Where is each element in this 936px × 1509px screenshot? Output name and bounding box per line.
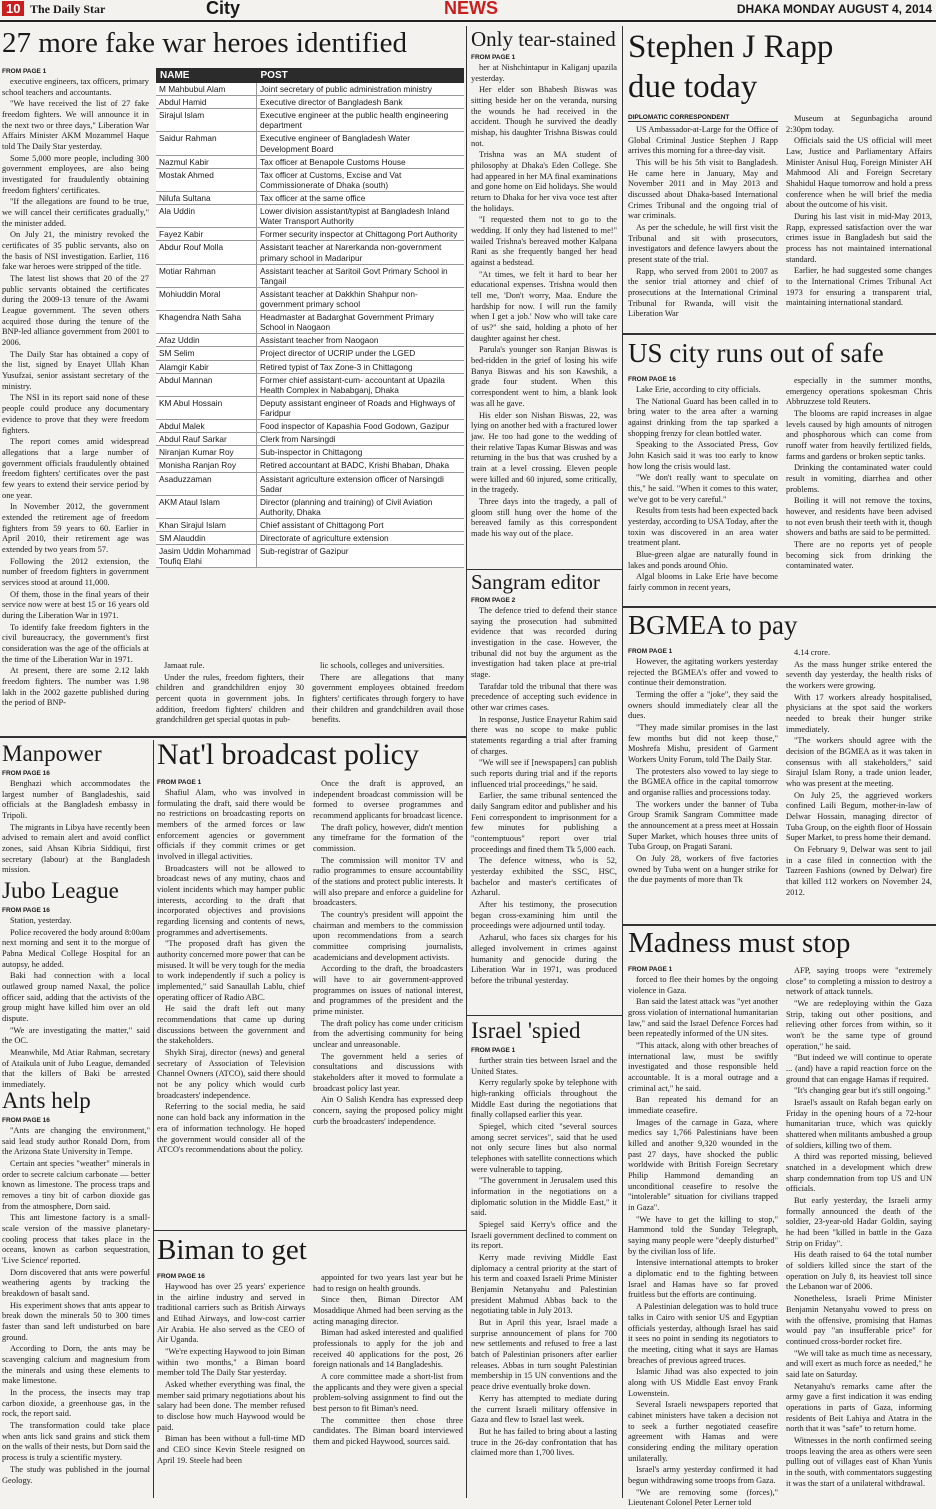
paragraph: The protesters also vowed to lay siege to the BGMEA office in the capital tomorrow and organise rallies and processions today. <box>628 766 778 798</box>
column-rule <box>153 740 154 1498</box>
ants-body <box>2 1117 150 1498</box>
jubo-headline: Jubo League <box>2 878 119 903</box>
paragraph: Station, yesterday. <box>10 916 72 925</box>
cell-post: Executive engineer of Bangladesh Water Development Board <box>257 132 465 155</box>
cell-post: Assistant teacher from Naogaon <box>257 334 465 347</box>
paragraph: The Daily Star has obtained a copy of the list, signed by Enayet Ullah Khan Yusufzai, senior assistant secretary of the ministry. <box>2 349 149 391</box>
paragraph: The blooms are rapid increases in algae levels caused by high amounts of nitrogen and phosphorous which can come from runoff water from heavily fertilized fields, farms and gardens or broken septic tanks. <box>786 409 932 461</box>
cell-post: Assistant teacher at Saritoil Govt Primary School in Tangail <box>257 264 465 287</box>
paragraph: The workers under the banner of Tuba Group Sramik Sangram Committee made the announcement at a press meet at Hossain Super Market, which houses three units of Tuba Group, on Pragati Sarani. <box>628 799 779 852</box>
cell-name: AKM Ataul Islam <box>156 495 257 518</box>
paragraph: Earlier, he had suggested some changes to the International Crimes Tribunal Act 1973 for ensuring a transparent trial, maintaining international standard. <box>786 266 932 308</box>
paragraph: Nonetheless, Israeli Prime Minister Benjamin Netanyahu vowed to press on with the offensive, promising that Hamas would pay "an insufferable price" for continued cross-border rocket fire. <box>786 1294 932 1346</box>
paragraph: Israel's army yesterday confirmed it had begun withdrawing some troops from Gaza. <box>628 1465 778 1485</box>
table-row <box>156 168 464 191</box>
paragraph: Netanyahu's remarks came after the army gave a first indication it was ending operations in parts of Gaza, informing residents of Beit Lahiya and Atatra in the north that it was "safe" to return home. <box>786 1381 932 1434</box>
paragraph: further strain ties between Israel and the United States. <box>471 1056 617 1076</box>
cell-post: Assistant teacher at Narerkanda non-government primary school in Madaripur <box>257 241 465 264</box>
from-page-label: FROM PAGE 16 <box>2 1117 50 1124</box>
paragraph: But he has failed to bring about a lasting truce in the 26-day confrontation that has claimed more than 1,700 lives. <box>471 1426 617 1458</box>
cell-post: Joint secretary of public administration ministry <box>257 83 465 96</box>
paragraph: lic schools, colleges and universities. <box>320 661 445 670</box>
cell-name: Saidur Rahman <box>156 132 257 155</box>
war-heroes-col2 <box>156 661 304 731</box>
from-page-label: FROM PAGE 1 <box>157 779 202 786</box>
cell-name: KM Abul Hossain <box>156 396 257 419</box>
paragraph: With 17 workers already hospitalised, physicians at the spot said the workers needed to break their hunger strike immediately. <box>786 692 932 734</box>
cell-post: Former security inspector at Chittagong Port Authority <box>257 228 465 241</box>
paragraph: There are allegations that many government employees obtained freedom fighters' certificates through forgery to have their children and grandchildren avail those benefits. <box>312 672 464 725</box>
paragraph: "We have received the list of 27 fake freedom fighters. We will announce it in the next two or three days," Liberation War Affairs Minister AKM Mozammel Haque told The Daily Star yesterday. <box>2 99 149 152</box>
paragraph: He said the draft left out many recommendations that came up during discussions between the government and the stakeholders. <box>157 1004 305 1046</box>
table-row <box>156 446 464 459</box>
cell-post: Executive engineer at the public health engineering department <box>257 109 465 132</box>
paragraph: Three days into the tragedy, a pall of gloom still hung over the home of the bereaved family as this correspondent made his way out of the place. <box>471 496 617 538</box>
paragraph: Azharul, who faces six charges for his alleged involvement in crimes against humanity and genocide during the Liberation War in 1971, was produced before the tribunal yesterday. <box>471 933 617 985</box>
paragraph: As the mass hunger strike entered the seventh day yesterday, the health risks of the workers were growing. <box>786 659 932 691</box>
paragraph: forced to flee their homes by the ongoing violence in Gaza. <box>628 975 778 995</box>
paragraph: Rapp, who served from 2001 to 2007 as the senior trial attorney and chief of prosecutions at the International Criminal Tribunal for Rwanda, will visit the Liberation War <box>628 266 778 319</box>
paragraph: "We are investigating the matter," said the OC. <box>2 1025 150 1046</box>
paragraph: "The proposed draft has given the authority concerned more power that can be misused. It will be very tough for the media to work independently if such a policy is implemented," said Sanaullah Lablu, chief operating officer of Radio ABC. <box>157 939 305 1002</box>
section-news: NEWS <box>444 0 498 18</box>
table-row <box>156 347 464 360</box>
paragraph: The defence tried to defend their stance saying the prosecution had submitted evidence that was recorded during investigation in the case. However, the tribunal did not buy the argument as the investigation had taken place at pre-trial stage. <box>471 606 617 680</box>
cell-name: Jasim Uddin Mohammad Toufiq Elahi <box>156 545 257 568</box>
from-page-label: FROM PAGE 1 <box>471 1047 516 1054</box>
from-page-label: FROM PAGE 1 <box>628 966 673 973</box>
paragraph: "We have to get the killing to stop," Hammond told the Sunday Telegraph, saying many people were "deeply disturbed" by the civilian loss of life. <box>628 1214 778 1256</box>
table-row <box>156 264 464 287</box>
paragraph: Biman has been without a full-time MD and CEO since Kevin Steele resigned on April 19. Steele had been <box>157 1434 305 1465</box>
paragraph: Terming the offer a "joke", they said the owners should immediately clear all the dues. <box>628 690 778 721</box>
paragraph: "I requested them not to go to the wedding. If only they had listened to me!" wailed Trishna's bereaved mother Kalpana Rani as she frequently banged her head against a bedstead. <box>471 215 617 268</box>
table-header-name: NAME <box>156 68 257 83</box>
cell-post: Sub-inspector in Chittagong <box>257 446 465 459</box>
paragraph: Kerry has attempted to mediate during the current Israeli military offensive in Gaza and flew to Israel last week. <box>471 1393 617 1425</box>
paragraph: Spiegel said Kerry's office and the Israeli government declined to comment on its report. <box>471 1220 617 1251</box>
tear-headline: Only tear-stained <box>471 27 616 51</box>
table-row <box>156 373 464 396</box>
table-row <box>156 109 464 132</box>
ants-headline: Ants help <box>2 1088 91 1113</box>
rapp-headline-1: Stephen J Rapp <box>628 29 834 65</box>
paragraph: On July 25, the aggrieved workers confined Laili Begum, mother-in-law of Delwar Hossain, managing director of Tuba Group, on the eighth floor of Hossain Super Market, to press home their demand. <box>786 790 932 843</box>
column-rule <box>466 26 467 1498</box>
paragraph: His elder son Nishan Biswas, 22, was lying on another bed with a fractured lower jaw. He too had gone to the wedding of their relative Tapas Kumar Biswas and was returning in the bus that was crushed by a train at a level crossing. Eleven people were killed and 60 injured, some critically, in the tragedy. <box>471 410 617 495</box>
paragraph: The commission will monitor TV and radio programmes to ensure accountability of the stations and protect public interests. It will also prepare and enforce a guideline for broadcasters. <box>313 855 463 908</box>
section-rule <box>0 736 466 738</box>
from-page-label: FROM PAGE 1 <box>471 54 516 61</box>
paragraph: especially in the summer months, emergency operations spokesman Chris Abbruzzese told Reuters. <box>786 376 932 407</box>
paragraph: In response, Justice Enayetur Rahim said there was no scope to make public statements regarding a trial after framing of charges. <box>471 714 617 756</box>
paragraph: In the process, the insects may trap carbon dioxide, a greenhouse gas, in the rock, the report said. <box>2 1388 150 1419</box>
paragraph: "We are removing some (forces)," Lieutenant Colonel Peter Lerner told <box>628 1487 778 1508</box>
table-header-post: POST <box>257 68 465 83</box>
madness-col1 <box>628 966 778 1508</box>
madness-col2 <box>786 966 932 1498</box>
fake-heroes-table <box>156 68 464 568</box>
paragraph: her at Nishchintapur in Kaliganj upazila yesterday. <box>471 63 617 83</box>
paragraph: Kerry regularly spoke by telephone with high-ranking officials throughout the Middle East during the negotiations that finally collapsed earlier this year. <box>471 1078 617 1120</box>
section-rule <box>623 333 936 335</box>
table-row <box>156 311 464 334</box>
paragraph: In November 2012, the government extended the retirement age of freedom fighters from 59 years to 60. Earlier in April 2010, their retirement age was extended by two years from 57. <box>2 502 149 554</box>
cell-name: Mohiuddin Moral <box>156 287 257 310</box>
cell-post: Chief assistant of Chittagong Port <box>257 518 465 531</box>
section-rule <box>154 1230 466 1231</box>
paragraph: Islamic Jihad was also expected to join along with US Middle East envoy Frank Lowenstein. <box>628 1367 778 1398</box>
cell-post: Food inspector of Kapashia Food Godown, Gazipur <box>257 420 465 433</box>
cell-post: Sub-registrar of Gazipur <box>257 545 465 568</box>
war-heroes-col3 <box>312 661 464 731</box>
paragraph: Meanwhile, Md Atiar Rahman, secretary of Ataikula unit of Jubo League, demanded that the killers of Baki be arrested immediately. <box>2 1048 150 1090</box>
table-row <box>156 241 464 264</box>
table-row <box>156 83 464 96</box>
paragraph: "But indeed we will continue to operate ... (and) have a rapid reaction force on the ground that can engage Hamas if required. <box>786 1053 932 1084</box>
uscity-headline: US city runs out of safe <box>628 338 884 368</box>
paragraph: Biman had asked interested and qualified professionals to apply for the job and received 40 applications for the post, 26 foreign nationals and 14 Bangladeshis. <box>313 1328 463 1370</box>
from-page-label: FROM PAGE 16 <box>2 907 50 914</box>
war-heroes-col1 <box>2 68 149 728</box>
cell-name: Ala Uddin <box>156 205 257 228</box>
paragraph: Ban repeated his demand for an immediate ceasefire. <box>628 1095 778 1116</box>
paragraph: Jamaat rule. <box>164 661 205 670</box>
section-name: City <box>206 0 241 18</box>
paragraph: Haywood has over 25 years' experience in the airline industry and served in traditional carriers such as British Airways and Etihad Airways, and low-cost carrier Air Arabia. He also served as the CEO of Air Uganda. <box>157 1282 305 1345</box>
paragraph: The NSI in its report said none of these people could produce any documentary evidence to prove that they were freedom fighters. <box>2 393 149 435</box>
cell-name: Niranjan Kumar Roy <box>156 446 257 459</box>
paragraph: According to Dorn, the ants may be scavenging calcium and magnesium from the minerals and using these elements to make limestone. <box>2 1344 150 1386</box>
table-row <box>156 396 464 419</box>
paragraph: Asked whether everything was final, the member said primary negotiations about his salary had been done. The member refused to disclose how much Haywood would be paid. <box>157 1380 305 1432</box>
cell-name: Khagendra Nath Saha <box>156 311 257 334</box>
paper-name: The Daily Star <box>30 2 106 16</box>
paragraph: Broadcasters will not be allowed to broadcast news of any mutiny, chaos and violent incidents which may hamper public interests, according to the draft that incorporated objectives and provisions regarding licensing and contents of news, programmes and advertisements. <box>157 863 305 937</box>
table-row <box>156 155 464 168</box>
bgmea-col2 <box>786 648 932 924</box>
paragraph: Once the draft is approved, an independent broadcast commission will be formed to oversee programmes and recommend applicants for broadcast licence. <box>313 779 463 821</box>
paragraph: Blue-green algae are naturally found in lakes and ponds around Ohio. <box>628 550 778 570</box>
paragraph: "They made similar promises in the last few months but did not keep those," Moshrefa Mishu, president of Garment Workers Unity Forum, told The Daily Star. <box>628 723 778 765</box>
cell-name: Nilufa Sultana <box>156 191 257 204</box>
table-row <box>156 420 464 433</box>
paragraph: According to the draft, the broadcasters will have to air government-approved programmes on issues of national interest, and programmes of the president and the prime minister. <box>313 964 463 1017</box>
paragraph: Dorn discovered that ants were powerful weathering agents by tracking the breakdown of basalt sand. <box>2 1267 150 1299</box>
cell-post: Lower division assistant/typist at Bangladesh Inland Water Transport Authority <box>257 205 465 228</box>
paragraph: This will be his 5th visit to Bangladesh. He came here in January, May and November 2011 and in May 2013 and discussed about Dhaka-based International Crimes Tribunal and the ongoing trial of war criminals. <box>628 158 778 221</box>
table-row <box>156 191 464 204</box>
from-page-label: FROM PAGE 16 <box>157 1273 205 1280</box>
cell-name: SM Alauddin <box>156 532 257 545</box>
paragraph: "We will see if [newspapers] can publish such reports during trial and if the reports influenced trial proceedings," he said. <box>471 758 617 789</box>
table-row <box>156 518 464 531</box>
biman-col2 <box>313 1273 463 1498</box>
paragraph: "We don't really want to speculate on this," he said. "When it comes to this water, we've got to be very careful." <box>628 473 778 504</box>
table-row <box>156 205 464 228</box>
paragraph: Shykh Siraj, director (news) and general secretary of Association of Television Channel Owners (ATCO), said there should not be any policy which would curb broadcasters' independence. <box>157 1048 305 1100</box>
paragraph: Tarafdar told the tribunal that there was precedence of accepting such evidence in other war crimes cases. <box>471 681 617 713</box>
from-page-label: FROM PAGE 16 <box>2 770 50 777</box>
table-row <box>156 360 464 373</box>
paragraph: Benghazi which accommodates the largest number of Bangladeshis, said officials at the Bangladesh embassy in Tripoli. <box>2 779 150 821</box>
madness-headline: Madness must stop <box>628 927 851 959</box>
paragraph: Algal blooms in Lake Erie have become fairly common in recent years, <box>628 572 778 593</box>
cell-post: Assistant teacher at Dakkhin Shahpur non-government primary school <box>257 287 465 310</box>
sangram-headline: Sangram editor <box>471 570 600 594</box>
cell-post: Headmaster at Badarghat Government Primary School in Naogaon <box>257 311 465 334</box>
paragraph: Witnesses in the north confirmed seeing troops leaving the area as others were seen pulling out of villages east of Khan Yunis in the south, with commentators suggesting it was the start of a unilateral withdrawal. <box>786 1435 932 1488</box>
paragraph: The latest list shows that 20 of the 27 public servants obtained the certificates during the 2009-13 tenure of the Awami League government. The seven others acquired those during the tenure of the BNP-led alliance government from 2001 to 2006. <box>2 274 149 348</box>
cell-post: Executive director of Bangladesh Bank <box>257 96 465 109</box>
broadcast-col1 <box>157 779 305 1225</box>
table-row <box>156 96 464 109</box>
paragraph: Earlier, the same tribunal sentenced the daily Sangram editor and publisher and his Feni correspondent to imprisonment for a few minutes for publishing a "contemptuous" report over trial proceedings and fined them Tk 5,000 each. <box>471 791 617 854</box>
israel-body <box>471 1047 617 1497</box>
cell-name: Abdul Rauf Sarkar <box>156 433 257 446</box>
paragraph: Museum at Segunbagicha around 2:30pm today. <box>786 114 932 134</box>
paragraph: Kerry made reviving Middle East diplomacy a central priority at the start of his term and coaxed Israeli Prime Minister Benjamin Netanyahu and Palestinian president Mahmud Abbas back to the negotiating table in July 2013. <box>471 1253 617 1316</box>
paragraph: Trishna was an MA student of philosophy at Dhaka's Eden College. She had appeared in her MA final examinations and gone home on Eid holidays. She would return to Dhaka for her viva voce test after the holidays. <box>471 150 617 213</box>
paragraph: "We will take as much time as necessary, and will exert as much force as needed," he said late on Saturday. <box>786 1348 932 1379</box>
paragraph: But early yesterday, the Israeli army formally announced the death of the soldier, 23-year-old Hadar Goldin, saying he had been "killed in battle in the Gaza Strip on Friday". <box>786 1196 932 1248</box>
page-number: 10 <box>2 1 24 16</box>
section-rule <box>467 1015 622 1016</box>
paragraph: Under the rules, freedom fighters, their children and grandchildren enjoy 30 percent quota in government jobs. In addition, freedom fighters' children and grandchildren get special quotas in pub- <box>156 672 304 725</box>
paragraph: "We're expecting Haywood to join Biman within two months," a Biman board member told The Daily Star yesterday. <box>157 1347 305 1378</box>
cell-name: Mostak Ahmed <box>156 168 257 191</box>
paragraph: Spiegel, which cited "several sources among secret services", said that he used not only secure lines but also normal telephones with satellite connections which were vulnerable to tapping. <box>471 1122 617 1174</box>
paragraph: Her elder son Bhabesh Biswas was sitting beside her on the veranda, nursing the wounds he had received in the accident. Though he survived the deadly mishap, his daughter Trishna Biswas could not. <box>471 85 617 148</box>
paragraph: Drinking the contaminated water could result in vomiting, diarrhea and other problems. <box>786 463 932 494</box>
paragraph: To identify fake freedom fighters in the civil bureaucracy, the government's first consideration was the age of the officials at the time of the Liberation War in 1971. <box>2 622 149 664</box>
paragraph: "The workers should agree with the decision of the BGMEA as it was taken in consensus with all stakeholders," said Sirajul Islam Rony, a trade union leader, who was present at the meeting. <box>786 736 932 789</box>
cell-name: Monisha Ranjan Roy <box>156 459 257 472</box>
paragraph: A core committee made a short-list from the applicants and they were given a special problem-solving assignment to find out the best person to fit Biman's need. <box>313 1372 463 1414</box>
paragraph: Intensive international attempts to broker a diplomatic end to the fighting between Israel and Hamas have so far proved fruitless but the efforts are continuing. <box>628 1258 778 1300</box>
cell-post: Tax officer at Benapole Customs House <box>257 155 465 168</box>
cell-post: Assistant agriculture extension officer of Narsingdi Sadar <box>257 472 465 495</box>
paragraph: Of them, those in the final years of their service now were at best 15 or 16 years old during the Liberation War in 1971. <box>2 589 149 620</box>
paragraph: Shafiul Alam, who was involved in formulating the draft, said there would be no restrictions on broadcasting reports on members of the armed forces or law enforcement agencies or government officials if they commit crimes or get involved in illegal activities. <box>157 788 305 862</box>
paragraph: The draft policy, however, didn't mention any timeframe for the formation of the commission. <box>313 822 463 854</box>
table-row <box>156 433 464 446</box>
paragraph: The report comes amid widespread allegations that a large number of government officials fraudulently obtained freedom fighters' certificates over the past few years to extend their service period by one year. <box>2 437 149 500</box>
biman-col1 <box>157 1273 305 1498</box>
manpower-body <box>2 770 150 876</box>
paragraph: "It's changing gear but it's still ongoing." <box>794 1086 931 1096</box>
paragraph: Following the 2012 extension, the number of freedom fighters in government services stood at around 11,000. <box>2 556 149 587</box>
cell-name: Fayez Kabir <box>156 228 257 241</box>
manpower-headline: Manpower <box>2 741 102 766</box>
cell-post: Tax officer at Customs, Excise and Vat Commissionerate of Dhaka (south) <box>257 168 465 191</box>
bgmea-headline: BGMEA to pay <box>628 610 798 640</box>
war-heroes-headline: 27 more fake war heroes identified <box>2 27 408 59</box>
paragraph: The draft policy has come under criticism from the advertising community for being unclear and unreasonable. <box>313 1018 463 1050</box>
biman-headline: Biman to get <box>157 1234 307 1266</box>
rapp-headline-2: due today <box>628 69 758 105</box>
from-page-label: FROM PAGE 16 <box>628 376 676 383</box>
table-row <box>156 132 464 155</box>
paragraph: Officials said the US official will meet Law, Justice and Parliamentary Affairs Minister Anisul Huq, Foreign Minister AH Mahmood Ali and Foreign Secretary Shahidul Haque tomorrow and hold a press conference when he will brief the media about the outcome of his visit. <box>786 136 932 210</box>
paragraph: However, the agitating workers yesterday rejected the BGMEA's offer and vowed to continue their demonstration. <box>628 657 778 688</box>
table-row <box>156 472 464 495</box>
table-row <box>156 334 464 347</box>
paragraph: Referring to the social media, he said none can hold back any information in the era of information technology. He hoped the government would consider all of the ATCO's recommendations about the policy. <box>157 1102 305 1155</box>
paragraph: The National Guard has been called in to bring water to the area after a warning against drinking from the tap sparked a shopping frenzy for clean bottled water. <box>628 396 778 438</box>
paragraph: "This attack, along with other breaches of international law, must be swiftly investigated and those responsible held accountable. It is a moral outrage and a criminal act," he said. <box>628 1041 778 1093</box>
paragraph: The country's president will appoint the chairman and members to the commission upon recommendations from a search committee comprising journalists, academicians and development activists. <box>313 910 463 962</box>
table-row <box>156 287 464 310</box>
paragraph: "Ants are changing the environment," said lead study author Ronald Dorn, from the Arizona State University in Tempe. <box>2 1126 150 1157</box>
paragraph: On July 21, the ministry revoked the certificates of 35 public servants, also on the basis of NSI investigation. Earlier, 116 fake war heroes were stripped of the title. <box>2 230 149 272</box>
from-page-label: FROM PAGE 1 <box>2 68 47 75</box>
paragraph: Boiling it will not remove the toxins, however, and residents have been advised to not even brush their teeth with it, though showers and baths are said to be permitted. <box>786 496 932 538</box>
broadcast-headline: Nat'l broadcast policy <box>157 738 419 771</box>
paragraph: A Palestinian delegation was to hold truce talks in Cairo with senior US and Egyptian officials yesterday, although Israel has said it sees no point in sending its negotiators to the meeting, citing what it says are Hamas breaches of previous agreed truces. <box>628 1302 778 1365</box>
paragraph: Since then, Biman Director AM Mosaddique Ahmed had been serving as the acting managing director. <box>313 1295 463 1326</box>
cell-post: Directorate of agriculture extension <box>257 532 465 545</box>
from-page-label: FROM PAGE 2 <box>471 597 516 604</box>
paragraph: On July 28, workers of five factories owned by Tuba went on a hunger strike for the due payments of more than Tk <box>628 854 778 885</box>
bgmea-col1 <box>628 648 778 924</box>
paragraph: The defence witness, who is 52, yesterday exhibited the SSC, HSC, bachelor and master's certificates of Azharul. <box>471 856 617 898</box>
table-row <box>156 532 464 545</box>
section-rule <box>623 606 936 608</box>
paragraph: AFP, saying troops were "extremely close" to completing a mission to destroy a network of attack tunnels. <box>786 966 932 997</box>
paragraph: Certain ant species "weather" minerals in order to secrete calcium carbonate — better known as limestone. The process traps and removes a tiny bit of carbon dioxide gas from the atmosphere, Dorn said. <box>2 1159 150 1211</box>
israel-headline: Israel 'spied <box>471 1018 581 1043</box>
paragraph: This ant limestone factory is a small-scale version of the massive planetary-cooling process that takes place in the oceans, known as carbon sequestration, 'Live Science' reported. <box>2 1213 150 1266</box>
masthead <box>0 0 936 22</box>
cell-name: Sirajul Islam <box>156 109 257 132</box>
table-row <box>156 228 464 241</box>
paragraph: The migrants in Libya have recently been advised to remain alert and avoid conflict zones, said Ahsan Kibria Siddiqui, first secretary (labour) at the Bangladesh mission. <box>2 822 150 875</box>
column-rule <box>622 26 623 1498</box>
cell-name: Abdul Malek <box>156 420 257 433</box>
paragraph: At present, there are some 2.12 lakh freedom fighters. The number was 1.98 lakh in the 2002 gazette published during the period of BNP- <box>2 666 149 708</box>
paragraph: US Ambassador-at-Large for the Office of Global Criminal Justice Stephen J Rapp arrives this morning for a three-day visit. <box>628 125 778 156</box>
paragraph: After his testimony, the prosecution began cross-examining him until the proceedings were adjourned until today. <box>471 900 617 931</box>
paragraph: "If the allegations are found to be true, we will cancel their certificates gradually," the minister added. <box>2 197 149 228</box>
cell-name: Afaz Uddin <box>156 334 257 347</box>
cell-post: Retired typist of Tax Zone-3 in Chittagong <box>257 360 465 373</box>
rapp-col2 <box>786 114 932 326</box>
cell-name: Abdul Hamid <box>156 96 257 109</box>
table-row <box>156 545 464 568</box>
paragraph: His experiment shows that ants appear to break down the minerals 50 to 300 times faster than sand left undisturbed on bare ground. <box>2 1300 150 1342</box>
paragraph: Some 5,000 more people, including 300 government employees, are also being investigated for fraudulently obtaining freedom fighters' certificates. <box>2 153 149 195</box>
paragraph: Lake Erie, according to city officials. <box>636 385 761 394</box>
table-row <box>156 459 464 472</box>
paragraph: There are no reports yet of people becoming sick from drinking the contaminated water. <box>786 540 932 571</box>
paragraph: Ban said the latest attack was "yet another gross violation of international humanitarian law," and said the Israel Defence Forces had been repeatedly informed of the UN sites. <box>628 997 778 1039</box>
paragraph: The committee then chose three candidates. The Biman board interviewed them and picked Haywood, sources said. <box>313 1415 463 1447</box>
table-row <box>156 495 464 518</box>
paragraph: Baki had connection with a local outlawed group named Naxal, the police officer said, adding that the activists of the group might have killed him over an old dispute. <box>2 971 150 1024</box>
paragraph: Parula's younger son Ranjan Biswas is bed-ridden in the grief of losing his wife Banya Biswas and his son Kawshik, a grade four student. When this correspondent went to him, a blank look was all he gave. <box>471 345 617 408</box>
cell-post: Clerk from Narsingdi <box>257 433 465 446</box>
paragraph: His death raised to 64 the total number of soldiers killed since the start of the operation on July 8, its heaviest toll since the Lebanon war of 2006. <box>786 1250 932 1292</box>
from-page-label: FROM PAGE 1 <box>628 648 673 655</box>
cell-post: Project director of UCRIP under the LGED <box>257 347 465 360</box>
cell-name: Khan Sirajul Islam <box>156 518 257 531</box>
paragraph: Images of the carnage in Gaza, where medics say 1,766 Palestinians have been killed and another 9,320 wounded in the past 27 days, have shocked the public worldwide with British Foreign Secretary Philip Hammond demanding an unconditional ceasefire to resolve the "intolerable" situation for civilians trapped in Gaza". <box>628 1117 778 1213</box>
dateline: DHAKA MONDAY AUGUST 4, 2014 <box>736 2 932 16</box>
cell-name: Alamgir Kabir <box>156 360 257 373</box>
cell-name: Motiar Rahman <box>156 264 257 287</box>
paragraph: The government held a series of consultations and discussions with stakeholders after it moved to formulate a broadcast policy last year. <box>313 1051 463 1093</box>
cell-name: M Mahbubul Alam <box>156 83 257 96</box>
paragraph: appointed for two years last year but he had to resign on health grounds. <box>313 1273 463 1293</box>
paragraph: Ain O Salish Kendra has expressed deep concern, saying the proposed policy might curb the broadcasters' independence. <box>313 1095 463 1126</box>
paragraph: Israel's assault on Rafah began early on Friday in the opening hours of a 72-hour humanitarian truce, which was quickly shattered when militants ambushed a group of soldiers, killing two of them. <box>786 1098 932 1150</box>
section-rule <box>467 569 622 570</box>
cell-name: Nazmul Kabir <box>156 155 257 168</box>
paragraph: The study was published in the journal Geology. <box>2 1464 150 1485</box>
cell-name: Abdul Mannan <box>156 373 257 396</box>
cell-post: Director (planning and training) of Civil Aviation Authority, Dhaka <box>257 495 465 518</box>
paragraph: "At times, we felt it hard to bear her educational expenses. Trishna would then tell me, 'Don't worry, Maa. Endure the hardship for now. I will run the family when I get a job.' Now who will take care of us?" she said, holding a photo of her daughter against her chest. <box>471 269 617 343</box>
paragraph: As per the schedule, he will first visit the Tribunal and sit with prosecutors, investigators and defence lawyers about the present state of the trial. <box>628 223 778 265</box>
paragraph: Police recovered the body around 8:00am next morning and sent it to the morgue of Pabna Medical College Hospital for an autopsy, he added. <box>2 927 150 969</box>
cell-post: Retired accountant at BADC, Krishi Bhaban, Dhaka <box>257 459 465 472</box>
paragraph: executive engineers, tax officers, primary school teachers and accountants. <box>2 77 149 97</box>
tear-body <box>471 54 617 568</box>
paragraph: A third was reported missing, believed snatched in a development which drew sharp condemnation from top US and UN officials. <box>786 1152 932 1194</box>
cell-post: Tax officer at the same office <box>257 191 465 204</box>
paragraph: Several Israeli newspapers reported that cabinet ministers have taken a decision not to seek a further negotiated ceasefire agreement with Hamas and were considering ending the military operation unilaterally. <box>628 1400 778 1463</box>
uscity-col2 <box>786 376 932 602</box>
cell-post: Former chief assistant-cum- accountant at Upazila Health Complex in Nababganj, Dhaka <box>257 373 465 396</box>
jubo-body <box>2 907 150 1090</box>
paragraph: The transformation could take place when ants lick sand grains and stick them on the walls of their nests, but Dorn said the process is truly a scientific mystery. <box>2 1421 150 1463</box>
cell-post: Deputy assistant engineer of Roads and Highways of Faridpur <box>257 396 465 419</box>
rapp-col1 <box>628 114 778 326</box>
paragraph: "We are redeploying within the Gaza Strip, taking out other positions, and relieving other forces from within, so it won't be the same type of ground operation," he said. <box>786 999 932 1051</box>
cell-name: SM Selim <box>156 347 257 360</box>
cell-name: Abdur Rouf Molla <box>156 241 257 264</box>
paragraph: "The government in Jerusalem used this information in the negotiations on a diplomatic solution in the Middle East," it said. <box>471 1176 617 1218</box>
broadcast-col2 <box>313 779 463 1225</box>
paragraph: During his last visit in mid-May 2013, Rapp, expressed satisfaction over the war crimes issue in Bangladesh but said the process has not maintained international standard. <box>786 212 932 264</box>
paragraph: But in April this year, Israel made a surprise announcement of plans for 700 new settlements and refused to free a last batch of Palestinian prisoners after earlier releases. Abbas in turn sought Palestinian membership in 15 UN conventions and the peace drive eventually broke down. <box>471 1318 617 1392</box>
cell-name: Asaduzzaman <box>156 472 257 495</box>
sangram-body <box>471 597 617 1017</box>
byline: DIPLOMATIC CORRESPONDENT <box>628 114 778 122</box>
uscity-col1 <box>628 376 778 602</box>
paragraph: Results from tests had been expected back yesterday, according to USA Today, after the toxin was discovered in an area water treatment plant. <box>628 506 778 548</box>
section-rule <box>623 924 936 926</box>
paragraph: Speaking to the Associated Press, Gov John Kasich said it was too early to know how long the crisis would last. <box>628 440 778 471</box>
paragraph: 4.14 crore. <box>794 648 831 657</box>
paragraph: On February 9, Delwar was sent to jail in a case filed in connection with the Tazreen Fashions (owned by Delwar) fire that killed 112 workers on November 24, 2012. <box>786 845 932 897</box>
